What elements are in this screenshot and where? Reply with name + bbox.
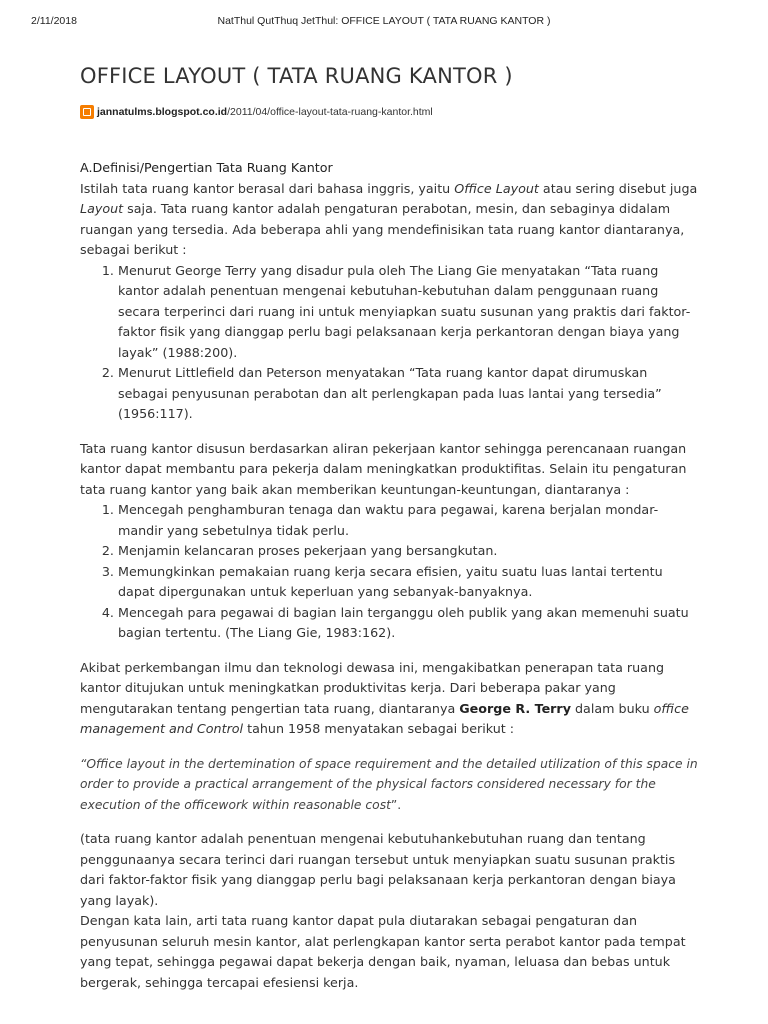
paragraph: Tata ruang kantor disusun berdasarkan aliran pekerjaan kantor sehingga perencanaan ruangan kantor dapat membantu para pekerja dalam meningkatkan produktifitas. Selain itu pengaturan tata ruang kantor yang baik akan memberikan keuntungan-keuntungan, diantaranya :: [80, 440, 687, 497]
source-domain: jannatulms.blogspot.co.id: [97, 105, 228, 118]
benefits-list: [80, 500, 700, 644]
paragraph: Akibat perkembangan ilmu dan teknologi dewasa ini, mengakibatkan penerapan tata ruang kantor ditujukan untuk meningkatkan produktivitas kerja. Dari beberapa pakar yang mengutarakan tentang pengertian tata ruang, diantaranya George R. Terry dalam buku office management and Control tahun 1958 menyatakan sebagai berikut :: [80, 659, 689, 736]
source-link[interactable]: [97, 106, 433, 118]
blogger-icon: [80, 105, 94, 119]
list-item: 4. Mencegah para pegawai di bagian lain terganggu oleh publik yang akan memenuhi suatu bagian tertentu. (The Liang Gie, 1983:162).: [118, 603, 700, 644]
list-item: 1. Mencegah penghamburan tenaga dan waktu para pegawai, karena berjalan mondar-mandir yang sebetulnya tidak perlu.: [118, 500, 700, 541]
intro-paragraph: Istilah tata ruang kantor berasal dari bahasa inggris, yaitu Office Layout atau sering disebut juga Layout saja. Tata ruang kantor adalah pengaturan perabotan, mesin, dan sebaginya didalam ruangan yang tersedia. Ada beberapa ahli yang mendefinisikan tata ruang kantor diantaranya, sebagai berikut :: [80, 180, 698, 257]
article-body: [80, 158, 700, 993]
section-heading: A.Definisi/Pengertian Tata Ruang Kantor: [80, 160, 333, 175]
source-path: /2011/04/office-layout-tata-ruang-kantor.html: [227, 105, 433, 118]
list-item: 1. Menurut George Terry yang disadur pula oleh The Liang Gie menyatakan “Tata ruang kantor adalah penentuan mengenai kebutuhan-kebutuhan dalam penggunaan ruang secara terperinci dari ruang ini untuk menyiapkan suatu susunan yang praktis dari faktor-faktor fisik yang dianggap perlu bagi pelaksanaan kerja perkantoran dengan biaya yang layak” (1988:200).: [118, 261, 700, 364]
paragraph: (tata ruang kantor adalah penentuan mengenai kebutuhankebutuhan ruang dan tentang penggunaanya secara terinci dari ruangan tersebut untuk menyiapkan suatu susunan praktis dari faktor-faktor fisik yang dianggap perlu bagi pelaksanaan kerja perkantoran dengan biaya yang layak).: [80, 831, 676, 908]
page-title: OFFICE LAYOUT ( TATA RUANG KANTOR ): [80, 64, 513, 88]
print-title: NatThul QutThuq JetThul: OFFICE LAYOUT ( TATA RUANG KANTOR ): [217, 15, 551, 27]
list-item: 2. Menurut Littlefield dan Peterson menyatakan “Tata ruang kantor dapat dirumuskan sebagai penyusunan perabotan dan alt perlengkapan pada luas lantai yang tersedia” (1956:117).: [118, 363, 700, 425]
paragraph: Dengan kata lain, arti tata ruang kantor dapat pula diutarakan sebagai pengaturan dan penyusunan seluruh mesin kantor, alat perlengkapan kantor serta perabot kantor pada tempat yang tepat, sehingga pegawai dapat bekerja dengan baik, nyaman, leluasa dan bebas untuk bergerak, sehingga tercapai efesiensi kerja.: [80, 913, 686, 990]
print-header: [0, 15, 768, 31]
quote: “Office layout in the dertemination of space requirement and the detailed utilization of this space in order to provide a practical arrangement of the physical factors considered necessary for the execution of the officework within reasonable cost”.: [80, 756, 698, 812]
print-date: 2/11/2018: [31, 15, 77, 27]
list-item: 3. Memungkinkan pemakaian ruang kerja secara efisien, yaitu suatu luas lantai tertentu dapat dipergunakan untuk keperluan yang sebanyak-banyaknya.: [118, 562, 700, 603]
list-item: 2. Menjamin kelancaran proses pekerjaan yang bersangkutan.: [118, 541, 700, 562]
definitions-list: [80, 261, 700, 425]
source-line: [80, 105, 720, 123]
